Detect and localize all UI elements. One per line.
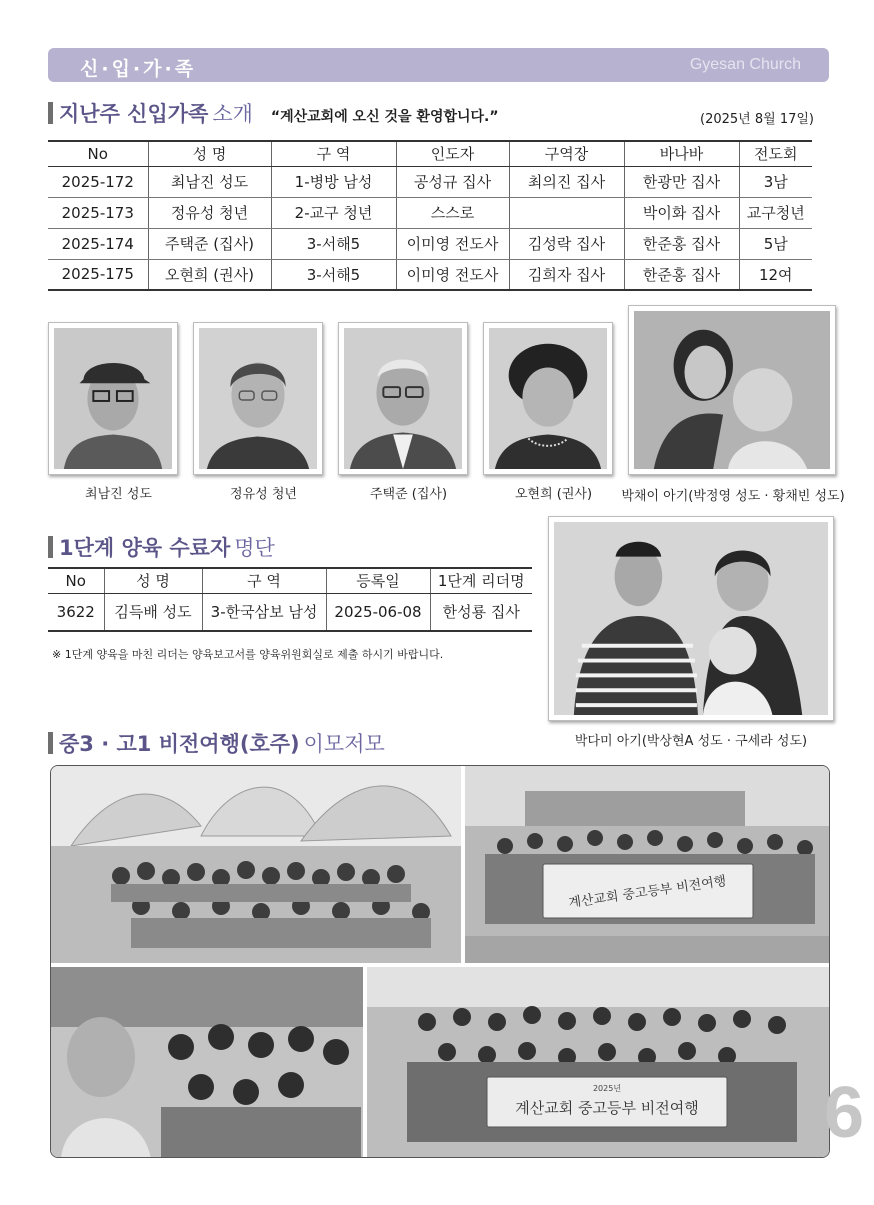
church-brand: Gyesan Church [689,56,801,73]
portrait-caption: 박채이 아기(박정영 성도 · 황채빈 성도) [621,489,845,504]
cell-no: 3622 [48,593,104,631]
gallery-photo [367,967,830,1158]
cell-no: 2025-172 [48,166,148,197]
cell-barnabas: 한광만 집사 [624,166,739,197]
column-header: 성 명 [148,141,271,166]
cell-district: 2-교구 청년 [271,197,396,228]
cell-guide: 이미영 전도사 [396,228,509,259]
trip-title-suffix: 이모저모 [303,732,385,756]
section-marker [48,732,53,754]
newcomers-table [48,140,812,291]
cell-district-leader: 김희자 집사 [509,259,624,290]
cell-district: 3-서해5 [271,228,396,259]
gallery-photo [51,766,461,963]
table-row [48,593,532,631]
page-number: 6 [823,1073,864,1153]
portrait-photo [628,305,836,475]
column-header: 성 명 [104,568,202,593]
table-row [48,228,812,259]
section-header-title: 신·입·가·족 [80,58,197,80]
cell-mission-group: 12여 [739,259,812,290]
cell-name: 정유성 청년 [148,197,271,228]
portrait-man-cap-image [54,328,172,469]
cell-barnabas: 박이화 집사 [624,197,739,228]
family-with-baby-image [554,522,828,715]
cell-district-leader: 최의진 집사 [509,166,624,197]
mother-and-baby-image [634,311,830,469]
column-header: 구역장 [509,141,624,166]
column-header: 바나바 [624,141,739,166]
portrait-woman-image [199,328,317,469]
family-photo-caption: 박다미 아기(박상현A 성도 · 구세라 성도) [574,734,808,749]
newcomers-title-suffix: 소개 [212,102,253,126]
table-row [48,166,812,197]
cell-name: 최남진 성도 [148,166,271,197]
column-header: 전도회 [739,141,812,166]
portrait-photo [193,322,323,475]
cell-name: 주택준 (집사) [148,228,271,259]
cell-name: 오현희 (권사) [148,259,271,290]
cell-district: 1-병방 남성 [271,166,396,197]
cell-barnabas: 한준홍 집사 [624,228,739,259]
portrait-caption: 오현희 (권사) [514,487,593,502]
newcomers-title: 지난주 신입가족 [59,102,209,126]
cell-district-leader [509,197,624,228]
table-header-row [48,141,812,166]
cell-barnabas: 한준홍 집사 [624,259,739,290]
trip-title: 중3 · 고1 비전여행(호주) [59,732,300,756]
training-title: 1단계 양육 수료자 [59,536,231,560]
column-header: No [48,568,104,593]
trip-banner-text: 계산교회 중고등부 비전여행 [567,874,728,912]
trip-banner-year: 2025년 [592,1084,622,1093]
cell-mission-group: 교구청년 [739,197,812,228]
portrait-caption: 최남진 성도 [85,487,152,502]
cell-district: 3-서해5 [271,259,396,290]
section-marker [48,102,53,124]
column-header: No [48,141,148,166]
cell-district-leader: 김성락 집사 [509,228,624,259]
cell-guide: 공성규 집사 [396,166,509,197]
bulletin-date: (2025년 8월 17일) [700,112,814,127]
portrait-photo [338,322,468,475]
banner-group-image [465,766,830,963]
cell-guide: 스스로 [396,197,509,228]
cell-name: 김득배 성도 [104,593,202,631]
header-bar [48,48,829,82]
cell-mission-group: 3남 [739,166,812,197]
opera-house-group-image [51,766,461,963]
trip-banner-text: 계산교회 중고등부 비전여행 [515,1099,699,1117]
cell-mission-group: 5남 [739,228,812,259]
training-table [48,567,532,632]
cell-no: 2025-175 [48,259,148,290]
portrait-photo [48,322,178,475]
table-row [48,197,812,228]
table-header-row [48,568,532,593]
cell-no: 2025-174 [48,228,148,259]
section-marker [48,536,53,558]
trip-section-title [48,728,385,758]
outdoor-banner-group-image [367,967,830,1158]
cell-guide: 이미영 전도사 [396,259,509,290]
family-photo [548,516,834,721]
cell-leader: 한성룡 집사 [430,593,532,631]
cell-district: 3-한국삼보 남성 [202,593,326,631]
training-note: ※ 1단계 양육을 마친 리더는 양육보고서를 양육위원회실로 제출 하시기 바랍니다. [52,648,444,661]
portrait-caption: 주택준 (집사) [369,487,448,502]
training-section-title [48,532,275,562]
portrait-woman-curly-image [489,328,607,469]
newcomers-section-title [48,98,499,128]
training-title-suffix: 명단 [234,536,275,560]
table-row [48,259,812,290]
portrait-photo [483,322,613,475]
portrait-caption: 정유성 청년 [230,487,297,502]
column-header: 1단계 리더명 [430,568,532,593]
cell-registration-date: 2025-06-08 [326,593,430,631]
welcome-message: “계산교회에 오신 것을 환영합니다.” [270,109,499,125]
trip-photo-gallery [50,765,830,1158]
gallery-photo [465,766,830,963]
selfie-group-image [51,967,363,1158]
cell-no: 2025-173 [48,197,148,228]
column-header: 구 역 [202,568,326,593]
column-header: 등록일 [326,568,430,593]
column-header: 인도자 [396,141,509,166]
gallery-photo [51,967,363,1158]
portrait-man-suit-image [344,328,462,469]
column-header: 구 역 [271,141,396,166]
